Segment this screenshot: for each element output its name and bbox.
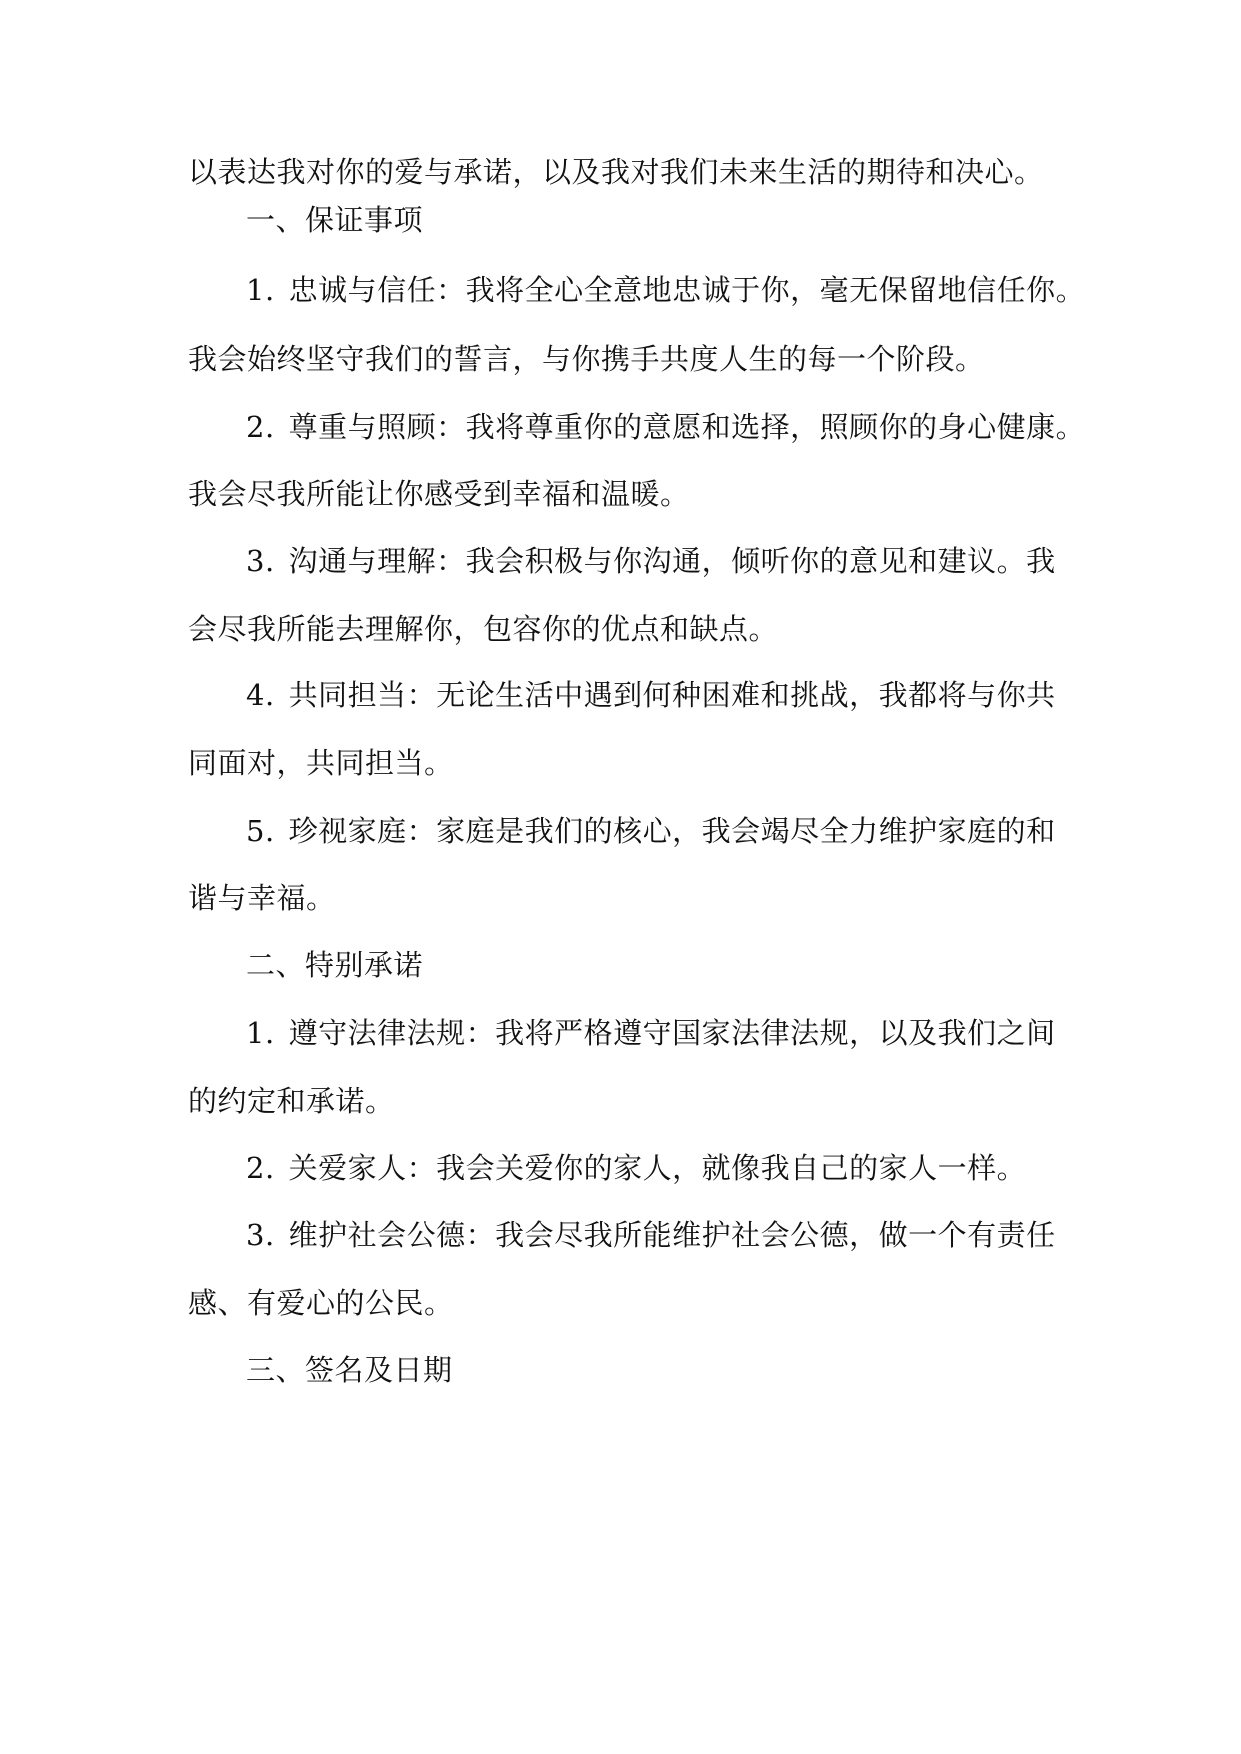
item-text: 共同担当：无论生活中遇到何种困难和挑战，我都将与你共 — [288, 678, 1056, 712]
item-number: 2. — [246, 1151, 275, 1185]
item-number: 1. — [246, 273, 275, 307]
section-heading-signature-date: 三、签名及日期 — [246, 1353, 453, 1387]
item-number: 5. — [246, 814, 275, 848]
item-continuation: 谐与幸福。 — [188, 881, 336, 915]
list-item — [0, 541, 1241, 581]
list-item — [0, 1148, 1241, 1188]
item-continuation: 会尽我所能去理解你，包容你的优点和缺点。 — [188, 612, 779, 646]
item-number: 1. — [246, 1016, 275, 1050]
item-text: 遵守法律法规：我将严格遵守国家法律法规，以及我们之间 — [288, 1016, 1056, 1050]
item-text: 维护社会公德：我会尽我所能维护社会公德，做一个有责任 — [288, 1218, 1056, 1252]
list-item — [0, 1013, 1241, 1053]
item-number: 3. — [246, 544, 275, 578]
item-continuation: 的约定和承诺。 — [188, 1084, 395, 1118]
list-item — [0, 407, 1241, 447]
list-item — [0, 675, 1241, 715]
item-text: 珍视家庭：家庭是我们的核心，我会竭尽全力维护家庭的和 — [288, 814, 1056, 848]
item-continuation: 感、有爱心的公民。 — [188, 1286, 454, 1320]
item-text: 忠诚与信任：我将全心全意地忠诚于你，毫无保留地信任你。 — [288, 273, 1086, 307]
item-text: 关爱家人：我会关爱你的家人，就像我自己的家人一样。 — [288, 1151, 1027, 1185]
item-text: 沟通与理解：我会积极与你沟通，倾听你的意见和建议。我 — [288, 544, 1056, 578]
list-item — [0, 811, 1241, 851]
item-continuation: 同面对，共同担当。 — [188, 746, 454, 780]
section-heading-guarantees: 一、保证事项 — [246, 203, 424, 237]
item-number: 4. — [246, 678, 275, 712]
intro-paragraph: 以表达我对你的爱与承诺，以及我对我们未来生活的期待和决心。 — [188, 155, 1044, 189]
section-heading-special-promises: 二、特别承诺 — [246, 948, 424, 982]
list-item — [0, 1215, 1241, 1255]
item-continuation: 我会始终坚守我们的誓言，与你携手共度人生的每一个阶段。 — [188, 342, 985, 376]
item-text: 尊重与照顾：我将尊重你的意愿和选择，照顾你的身心健康。 — [288, 410, 1086, 444]
item-number: 3. — [246, 1218, 275, 1252]
item-continuation: 我会尽我所能让你感受到幸福和温暖。 — [188, 477, 690, 511]
item-number: 2. — [246, 410, 275, 444]
list-item — [0, 270, 1241, 310]
